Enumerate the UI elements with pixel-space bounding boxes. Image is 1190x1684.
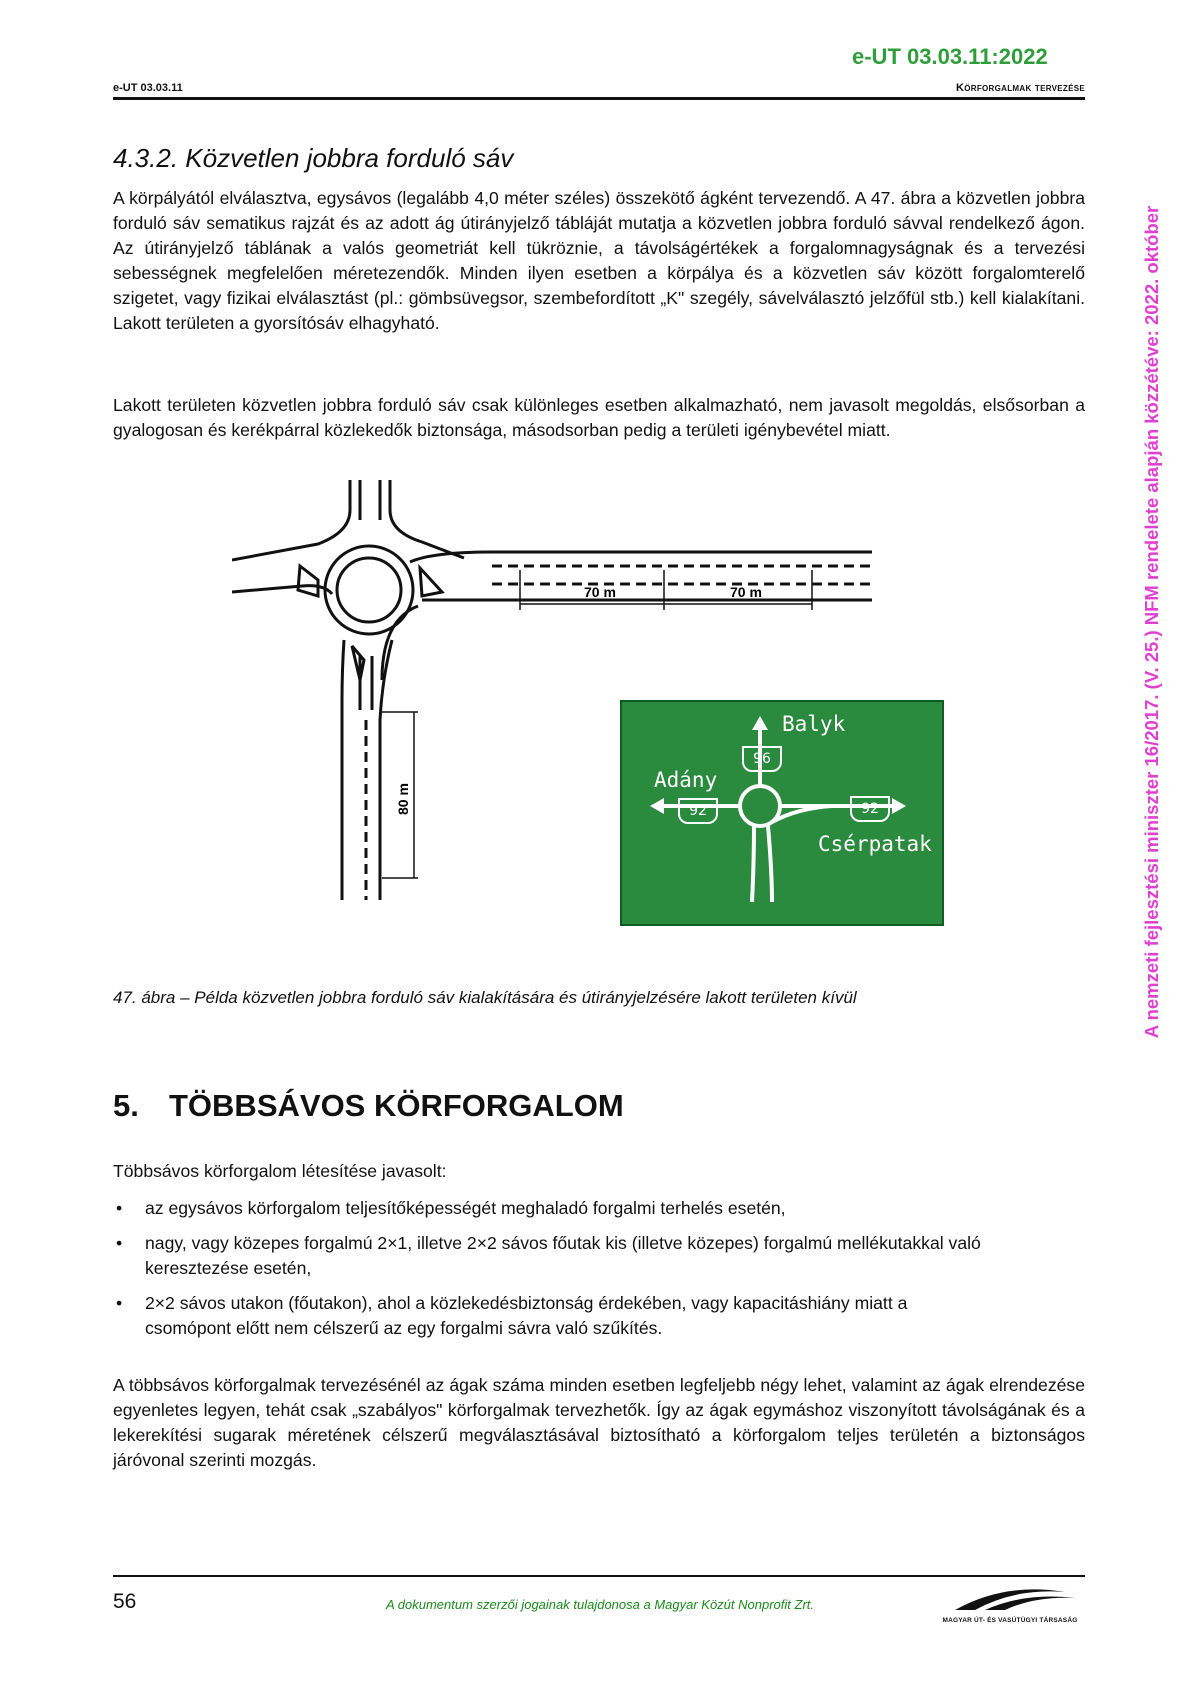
header-rule bbox=[113, 97, 1085, 100]
logo-swoosh-icon bbox=[935, 1582, 1085, 1614]
direction-sign bbox=[620, 700, 944, 926]
bullet-icon: • bbox=[116, 1233, 123, 1253]
bullet-list bbox=[113, 1196, 993, 1351]
page-number: 56 bbox=[113, 1590, 137, 1613]
publisher-logo bbox=[935, 1582, 1085, 1624]
list-item bbox=[113, 1291, 993, 1341]
list-item bbox=[113, 1231, 993, 1281]
figure-caption: 47. ábra – Példa közvetlen jobbra forduló sáv kialakítására és útirányjelzésére lakott területen kívül bbox=[113, 988, 857, 1007]
chapter-title: TÖBBSÁVOS KÖRFORGALOM bbox=[169, 1088, 624, 1123]
list-item-text: az egysávos körforgalom teljesítőképességét meghaladó forgalmi terhelés esetén, bbox=[145, 1198, 786, 1218]
sign-destination-north: Balyk bbox=[782, 712, 846, 736]
chapter-intro: Többsávos körforgalom létesítése javasolt: bbox=[113, 1161, 447, 1181]
sign-road-number-west: 92 bbox=[678, 798, 718, 824]
document-id: e-UT 03.03.11:2022 bbox=[852, 44, 1048, 69]
section-paragraph-2: Lakott területen közvetlen jobbra forduló sáv csak különleges esetben alkalmazható, nem javasolt megoldás, elsősorban a gyalogosan és kerékpárral közlekedők biztonsága, másodsorban pedig a területi igénybevétel miatt. bbox=[113, 395, 1085, 440]
sign-road-number-north: 96 bbox=[742, 746, 782, 772]
list-item bbox=[113, 1196, 993, 1221]
section-paragraph-1: A körpályától elválasztva, egysávos (legalább 4,0 méter széles) összekötő ágként tervezendő. A 47. ábra a közvetlen jobbra forduló sáv sematikus rajzát és az adott ág útirányjelző tábláját mutatja a közvetlen jobbra forduló sávval rendelkező ágon. Az útirányjelző táblának a valós geometriát kell tükröznie, a távolságértékek a forgalomnagyságnak és a tervezési sebességnek megfelelően méretezendők. Minden ilyen esetben a körpálya és a közvetlen sáv között forgalomterelő szigetet, vagy fizikai elválasztást (pl.: gömbsüvegsor, szembefordított „K" szegély, sávelválasztó jelzőfül stb.) kell kialakítani. Lakott területen a gyorsítósáv elhagyható. bbox=[113, 188, 1085, 333]
footer-rule bbox=[113, 1575, 1085, 1577]
sign-destination-west: Adány bbox=[654, 768, 718, 792]
side-note-text: A nemzeti fejlesztési miniszter 16/2017. (V. 25.) NFM rendelete alapján közzétéve: 2022. október bbox=[1141, 205, 1162, 1039]
sign-destination-east: Csérpatak bbox=[818, 832, 932, 856]
chapter-paragraph: A többsávos körforgalmak tervezésénél az ágak száma minden esetben legfeljebb négy lehet, valamint az ágak elrendezése egyenletes legyen, tehát csak „szabályos" körforgalmak tervezhetők. Így az ágak egymáshoz viszonyított távolságának és a lekerekítési sugarak méretének célszerű megválasztásával biztosítható a körforgalom teljes területén a biztonságos járóvonal szerinti mozgás. bbox=[113, 1375, 1085, 1470]
copyright-notice: A dokumentum szerzői jogainak tulajdonosa a Magyar Közút Nonprofit Zrt. bbox=[385, 1597, 814, 1612]
dimension-label-3: 80 m bbox=[395, 783, 411, 815]
list-item-text: nagy, vagy közepes forgalmú 2×1, illetve 2×2 sávos főutak kis (illetve közepes) forgalmú mellékutakkal való keresztezése esetén, bbox=[145, 1233, 981, 1278]
dimension-label-1: 70 m bbox=[584, 584, 616, 600]
bullet-icon: • bbox=[116, 1198, 123, 1218]
list-item-text: 2×2 sávos utakon (főutakon), ahol a közlekedésbiztonság érdekében, vagy kapacitáshiány miatt a csomópont előtt nem célszerű az egy forgalmi sávra való szűkítés. bbox=[145, 1293, 908, 1338]
sign-road-number-east: 92 bbox=[850, 796, 890, 822]
header-left-code: e-UT 03.03.11 bbox=[113, 82, 183, 94]
header-right-title: Körforgalmak tervezése bbox=[955, 82, 1085, 94]
section-title: 4.3.2. Közvetlen jobbra forduló sáv bbox=[113, 143, 514, 173]
chapter-number: 5. bbox=[113, 1088, 139, 1123]
dimension-label-2: 70 m bbox=[730, 584, 762, 600]
side-publication-note bbox=[1142, 162, 1162, 1082]
bullet-icon: • bbox=[116, 1293, 123, 1313]
chapter-heading bbox=[113, 1088, 624, 1124]
logo-text: MAGYAR ÚT- ÉS VASÚTÜGYI TÁRSASÁG bbox=[942, 1617, 1078, 1624]
